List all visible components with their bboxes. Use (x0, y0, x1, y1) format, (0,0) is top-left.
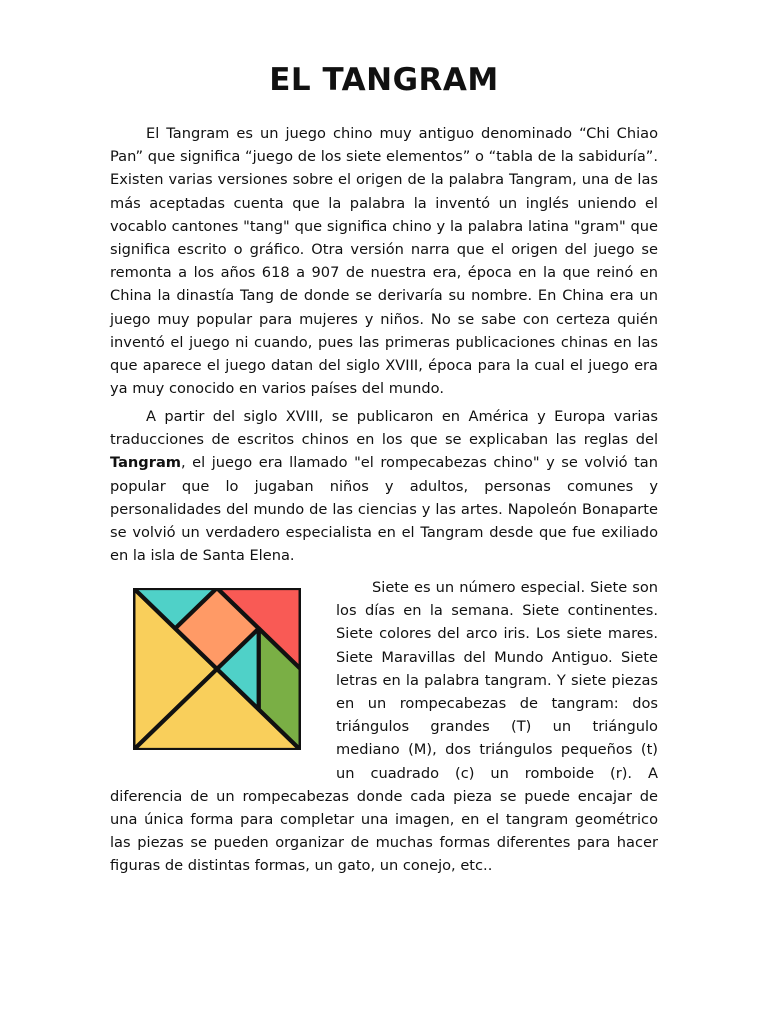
paragraph-origin: El Tangram es un juego chino muy antiguo denominado “Chi Chiao Pan” que significa “juego de los siete elementos” o “tabla de la sabiduría”. Existen varias versiones sobre el origen de la palabra Tangram, una de las más aceptadas cuenta que la palabra la inventó un inglés uniendo el vocablo cantones "tang" que significa chino y la palabra latina "gram" que significa escrito o gráfico. Otra versión narra que el origen del juego se remonta a los años 618 a 907 de nuestra era, época en la que reinó en China la dinastía Tang de donde se derivaría su nombre. En China era un juego muy popular para mujeres y niños. No se sabe con certeza quién inventó el juego ni cuando, pues las primeras publicaciones chinas en las que aparece el juego datan del siglo XVIII, época para la cual el juego era ya muy conocido en varios países del mundo. (110, 125, 658, 398)
paragraph-history (110, 405, 658, 567)
tangram-bold-term: Tangram (110, 454, 182, 472)
paragraph-seven-text: Siete es un número especial. Siete son los días en la semana. Siete continentes. Siete colores del arco iris. Los siete mares. Siete Maravillas del Mundo Antiguo. Siete letras en la palabra tangram. Y siete piezas en un rompecabezas de tangram: dos triángulos grandes (T) un triángulo mediano (M), dos triángulos pequeños (t) un cuadrado (c) un romboide (r). A diferencia de un rompecabezas donde cada pieza se puede encajar de una única forma para completar una imagen, en el tangram geométrico las piezas se pueden organizar de muchas formas diferentes para hacer figuras de distintas formas, un gato, un conejo, etc.. (110, 579, 658, 875)
paragraph-history-text-before: A partir del siglo XVIII, se publicaron en América y Europa varias traducciones de escritos chinos en los que se explicaban las reglas del (110, 408, 658, 449)
tangram-illustration (133, 588, 301, 750)
page-title: EL TANGRAM (269, 62, 499, 98)
paragraph-history-text-after: , el juego era llamado "el rompecabezas chino" y se volvió tan popular que lo jugaban niños y adultos, personas comunes y personalidades del mundo de las ciencias y las artes. Napoleón Bonaparte se volvió un verdadero especialista en el Tangram desde que fue exiliado en la isla de Santa Elena. (110, 454, 658, 565)
